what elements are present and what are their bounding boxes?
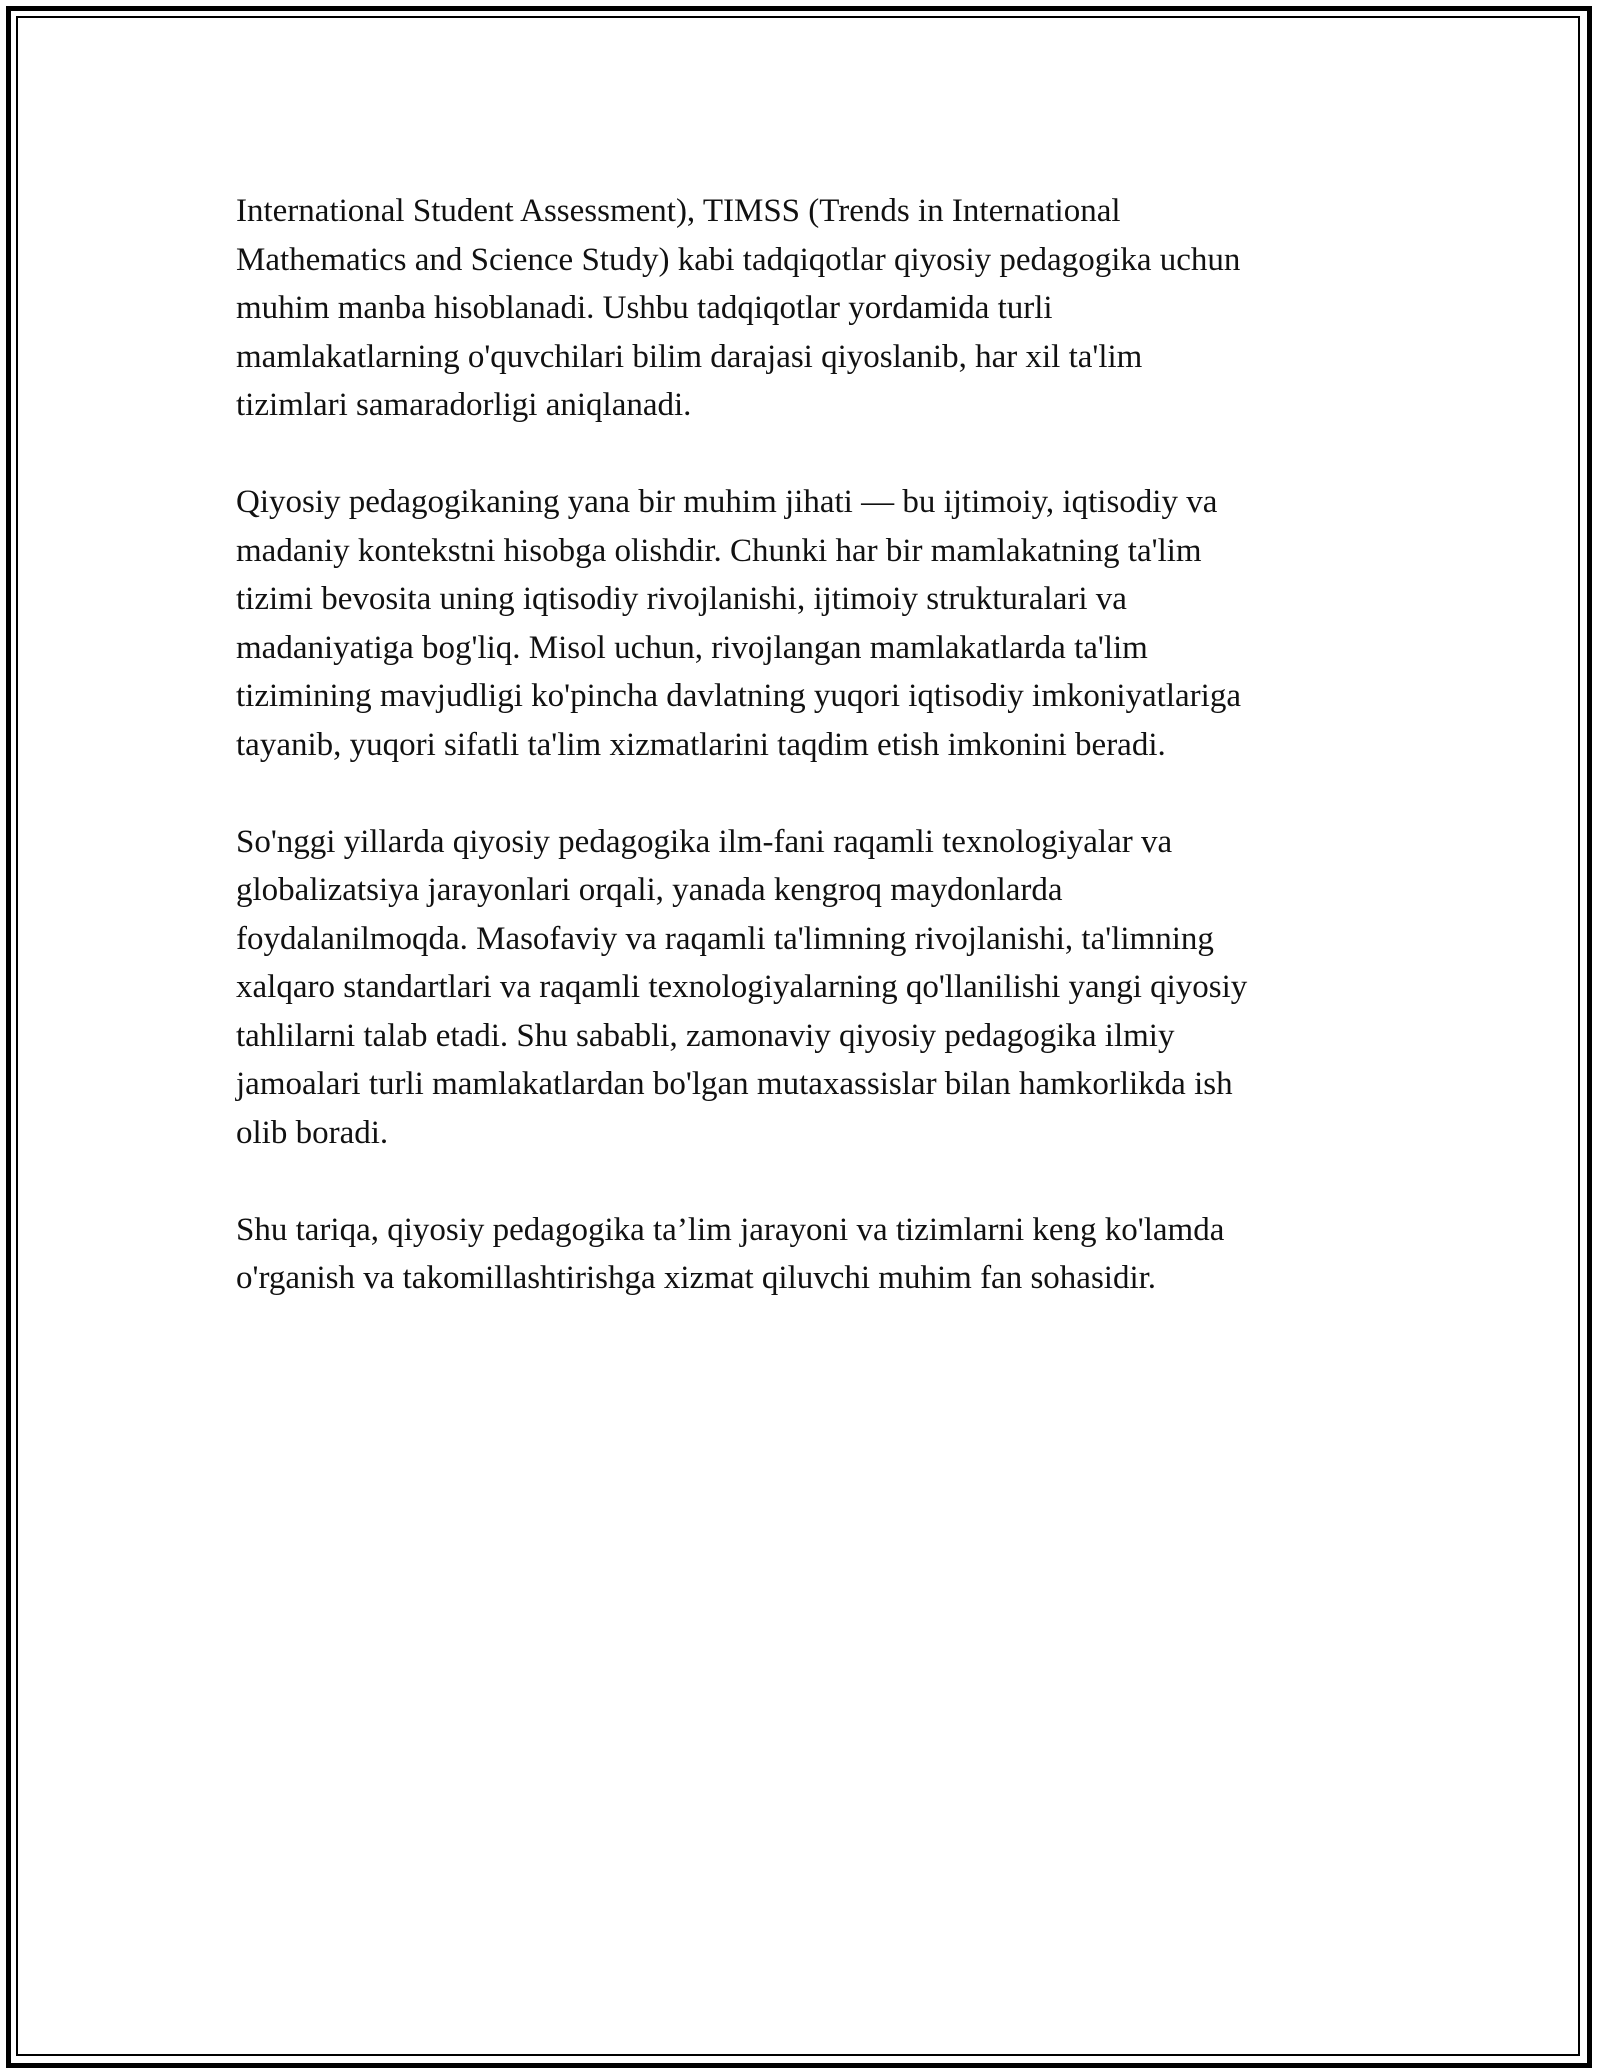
paragraph-1: International Student Assessment), TIMSS (Trends in International Mathematics and Science Study) kabi tadqiqotlar qiyosiy pedagogika uchun muhim manba hisoblanadi. Ushbu tadqiqotlar yordamida turli mamlakatlarning o'quvchilari bilim darajasi qiyoslanib, har xil ta'lim tizimlari samaradorligi aniqlanadi. bbox=[236, 193, 1241, 423]
paragraph-2: Qiyosiy pedagogikaning yana bir muhim jihati — bu ijtimoiy, iqtisodiy va madaniy kontekstni hisobga olishdir. Chunki har bir mamlakatning ta'lim tizimi bevosita uning iqtisodiy rivojlanishi, ijtimoiy strukturalari va madaniyatiga bog'liq. Misol uchun, rivojlangan mamlakatlarda ta'lim tizimining mavjudligi ko'pincha davlatning yuqori iqtisodiy imkoniyatlariga tayanib, yuqori sifatli ta'lim xizmatlarini taqdim etish imkonini beradi. bbox=[236, 484, 1241, 763]
document-body bbox=[236, 187, 1366, 1351]
paragraph-4: Shu tariqa, qiyosiy pedagogika ta’lim jarayoni va tizimlarni keng ko'lamda o'rganish va takomillashtirishga xizmat qiluvchi muhim fan sohasidir. bbox=[236, 1211, 1225, 1296]
paragraph-3: So'nggi yillarda qiyosiy pedagogika ilm-fani raqamli texnologiyalar va globalizatsiya jarayonlari orqali, yanada kengroq maydonlarda foydalanilmoqda. Masofaviy va raqamli ta'limning rivojlanishi, ta'limning xalqaro standartlari va raqamli texnologiyalarning qo'llanilishi yangi qiyosiy tahlilarni talab etadi. Shu sababli, zamonaviy qiyosiy pedagogika ilmiy jamoalari turli mamlakatlardan bo'lgan mutaxassislar bilan hamkorlikda ish olib boradi. bbox=[236, 823, 1248, 1151]
